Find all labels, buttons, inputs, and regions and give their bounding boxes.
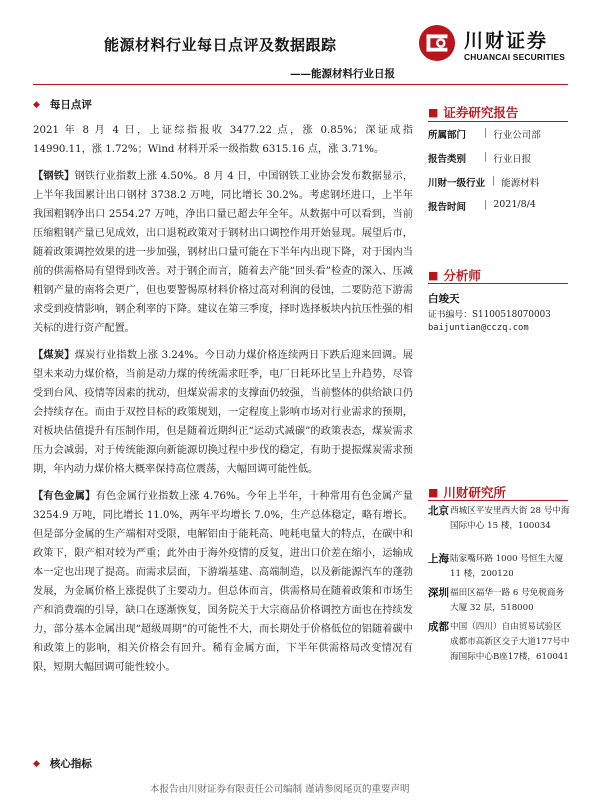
analyst-name: 白竣天 [428,293,460,305]
office-address: 西城区平安里西大街 28 号中海国际中心 15 楼，100034 [450,506,570,531]
info-value: 行业公司部 [493,130,541,141]
sidebar-heading-text: 证券研究报告 [443,105,519,120]
footer-disclaimer: 本报告由川财证券有限责任公司编制 谨请参阅尾页的重要声明 [150,784,410,795]
office-address: 中国（四川）自由贸易试验区成都市高新区交子大道177号中海国际中心B座17楼，610041 [450,622,570,662]
paragraph-text: 煤炭行业指数上涨 3.24%。今日动力煤价格连续两日下跌后迎来回调。展望未来动力煤价格，当前是动力煤的传统需求旺季，电厂日耗环比呈上升趋势，尽管受到台风、疫情等因素的扰动，但煤炭需求的支撑面仍较强，当前整体的供给缺口仍会持续存在。而由于双控目标的政策规划，一定程度上影响市场对行业需求的预期，对板块估值提升有压制作用，但是随着近期纠正“运动式减碳”的政策表态，煤炭需求压力会减弱，对于传统能源向新能源切换过程中步伐的稳定，有助于提振煤炭需求预期，年内动力煤价格大概率保持高位震荡，大幅回调可能性低。 [33,350,413,475]
office-address: 陆家嘴环路 1000 号恒生大厦 11 楼，200120 [450,554,564,579]
info-separator: | [492,175,496,186]
square-bullet-icon: ■ [428,105,439,119]
info-key: 报告类别 [428,154,467,165]
office-chengdu [428,620,573,665]
info-value: 行业日报 [493,154,532,165]
logo-name-en: CHUANCAI SECURITIES [464,52,566,62]
section-title: 核心指标 [49,758,92,770]
header-divider [33,84,568,85]
info-separator: | [484,199,488,210]
office-beijing [428,504,573,534]
logo-mark-icon [418,24,456,62]
square-bullet-icon: ■ [428,485,439,499]
paragraph-text: 钢铁行业指数上涨 4.50%。8 月 4 日，中国钢铁工业协会发布数据显示，上半年我国累计出口钢材 3738.2 万吨，同比增长 30.2%。考虑钢坯进口，上半年我国粗钢净出口 2554.27 万吨，净出口量已超去年全年。从数据中可以看到，当前压缩粗钢产量已见成效，出口退税政策对于钢材出口调控作用开始显现。展望后市，随着政策调控效果的进一步加强，钢材出口量可能在下半年内出现下降，对于国内当前的供需格局有望得到改善。对于钢企而言，随着去产能“回头看”检查的深入、压减粗钢产量的南将会更广，但也要警惕原材料价格过高对利润的侵蚀，二要防范下游需求受到疫情影响，钢企利率的下降。建议在第三季度，择时选择板块内抗压性强的相关标的进行资产配置。 [33,171,414,334]
sidebar-divider [428,500,568,501]
paragraph-text: 2021 年 8 月 4 日，上证综指报收 3477.22 点，涨 0.85%；深证成指 14990.11，涨 1.72%；Wind 材料开采一级指数 6315.16 点，涨 3.71%。 [33,125,413,155]
section-title: 每日点评 [49,99,92,111]
info-row-department [428,127,568,141]
paragraph-nonferrous [33,487,413,677]
logo-name-cn: 川财证券 [464,30,549,52]
sidebar-heading-text: 分析师 [443,268,481,283]
info-row-category [428,151,568,165]
paragraph-market [33,121,413,159]
square-bullet-icon: ■ [428,268,439,282]
paragraph-tag: 【煤炭】 [33,349,75,361]
report-subtitle: ——能源材料行业日报 [290,68,395,80]
paragraph-tag: 【钢铁】 [33,170,75,182]
analyst-email[interactable]: baijuntian@cczq.com [428,323,529,333]
sidebar-divider [428,283,568,284]
info-value: 2021/8/4 [493,199,536,210]
office-city: 深圳 [428,587,449,599]
sidebar-institute-heading [428,483,506,501]
sidebar-analyst-heading [428,266,481,284]
office-city: 北京 [428,505,449,517]
sidebar-report-heading [428,103,518,121]
section-core-indicators [33,756,92,771]
company-logo [418,22,568,66]
section-daily-comment [33,97,92,112]
paragraph-steel [33,167,413,338]
sidebar-heading-text: 川财研究所 [443,485,506,500]
info-key: 所属部门 [428,130,467,141]
office-address: 福田区福华一路 6 号免税商务大厦 32 层，518000 [450,588,565,613]
office-city: 成都 [428,621,449,633]
info-key: 川财一级行业 [428,178,486,189]
info-separator: | [484,151,488,162]
info-row-industry [428,175,568,189]
diamond-bullet-icon: ◆ [33,99,40,110]
info-value: 能源材料 [501,178,540,189]
diamond-bullet-icon: ◆ [33,758,40,769]
report-title: 能源材料行业每日点评及数据跟踪 [104,36,337,54]
info-row-date [428,199,568,213]
paragraph-coal [33,346,413,479]
analyst-cert: 证书编号：S1100518070003 [428,310,551,320]
main-body [33,121,413,685]
office-city: 上海 [428,553,449,565]
sidebar-divider [428,121,568,122]
info-separator: | [484,127,488,138]
paragraph-text: 有色金属行业指数上涨 4.76%。今年上半年，十种常用有色金属产量 3254.9 万吨，同比增长 11.0%，两年平均增长 7.0%，生产总体稳定，略有增长。但是部分金属的生产端相对受限，电解铝由于能耗高、吨耗电量大的特点，在碳中和政策下，限产相对较为严重；此外由于海外疫情的反复，进出口价差在缩小，运输成本一定也出现了提高。而需求层面，下游端基建、高端制造，以及新能源汽车的蓬勃发展，为金属价格上涨提供了主要动力。但总体而言，供需格局在随着政策和市场生产和消费端的引导，缺口在逐渐恢复，国务院关于大宗商品价格调控方面也在持续发力，部分基本金属出现“超级周期”的可能性不大，而长期处于价格低位的铝随着碳中和政策上的影响，相关价格会有回升。稀有金属方面，下半年供需格局改变情况有限，短期大幅回调可能性较小。 [33,491,413,673]
office-shanghai [428,552,573,582]
paragraph-tag: 【有色金属】 [33,490,96,502]
office-shenzhen [428,586,573,616]
info-key: 报告时间 [428,202,467,213]
